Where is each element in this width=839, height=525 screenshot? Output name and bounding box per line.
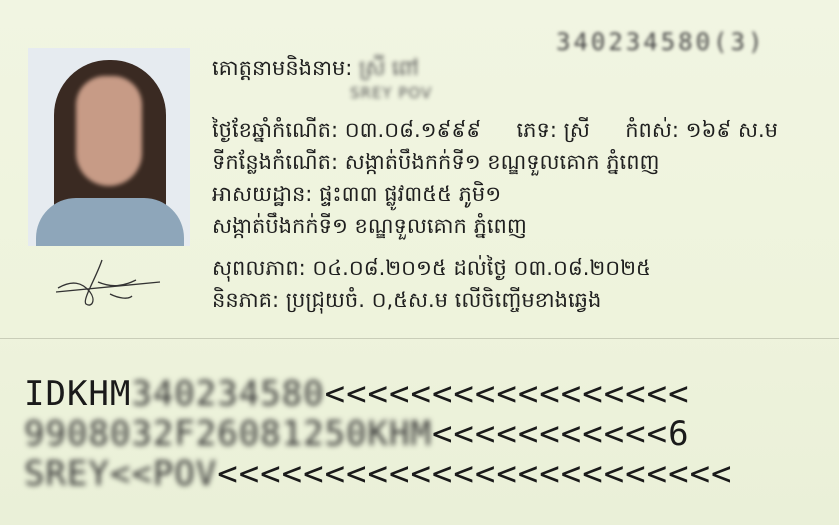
portrait-shirt [36,198,184,246]
name-label: គោត្តនាមនិងនាម: [212,56,353,80]
sex-label: ភេទ: [516,118,557,142]
height-label: កំពស់: [625,118,679,142]
features-label: និនភាគ: [212,288,280,312]
mrz-line2-fill: <<<<<<<<<<< [431,414,669,454]
name-row [212,54,419,82]
address-row [212,180,501,208]
dob-row [212,116,778,144]
features-value: ប្រជ្រុយចំ. ០,៥ស.ម លើចិញ្ចើមខាងឆ្វេង [285,288,602,312]
pob-label: ទីកន្លែងកំណើត: [212,150,339,174]
mrz-line1-prefix: IDKHM [24,374,132,414]
features-row [212,286,601,314]
mrz-line-1 [24,374,690,414]
portrait-face-blurred [76,76,142,186]
validity-label: សុពលភាព: [212,256,306,280]
address-label: អាសយដ្ឋាន: [212,182,313,206]
portrait-photo [28,48,190,246]
mrz-line3-blurred: SREY<<POV [24,454,218,494]
mrz-line-3 [24,454,733,494]
validity-row [212,254,651,282]
validity-to: ០៣.០៨.២០២៥ [513,256,651,280]
sex-value: ស្រី [563,118,590,142]
pob-row [212,148,660,176]
dob-value: ០៣.០៨.១៩៩៩ [344,118,482,142]
dob-label: ថ្ងៃខែឆ្នាំកំណើត: [212,118,339,142]
name-value: ស្រី ពៅ [359,56,419,80]
signature-icon [52,252,162,314]
address-line1: ផ្ទះ៣៣ ផ្លូវ៣៥៥ ភូមិ១ [319,182,502,206]
mrz-line1-blurred: 340234580 [131,374,325,414]
mrz-divider [0,338,839,339]
pob-value: សង្កាត់បឹងកក់ទី១ ខណ្ឌទួលគោក ភ្នំពេញ [344,150,660,174]
validity-until-label: ដល់ថ្ងៃ [453,256,507,280]
mrz-line2-blurred: 9908032F26081250KHM [24,414,432,454]
mrz-line3-fill: <<<<<<<<<<<<<<<<<<<<<<<< [217,454,733,494]
validity-from: ០៤.០៨.២០១៥ [312,256,447,280]
name-latin: SREY POV [350,84,433,102]
height-value: ១៦៩ ស.ម [685,118,778,142]
mrz-line1-fill: <<<<<<<<<<<<<<<<< [324,374,690,414]
address-row-2 [212,212,527,240]
id-number: 340234580(3) [556,28,766,56]
mrz-line2-check: 6 [668,414,690,454]
address-line2: សង្កាត់បឹងកក់ទី១ ខណ្ឌទួលគោក ភ្នំពេញ [212,214,527,238]
mrz-line-2 [24,414,690,454]
